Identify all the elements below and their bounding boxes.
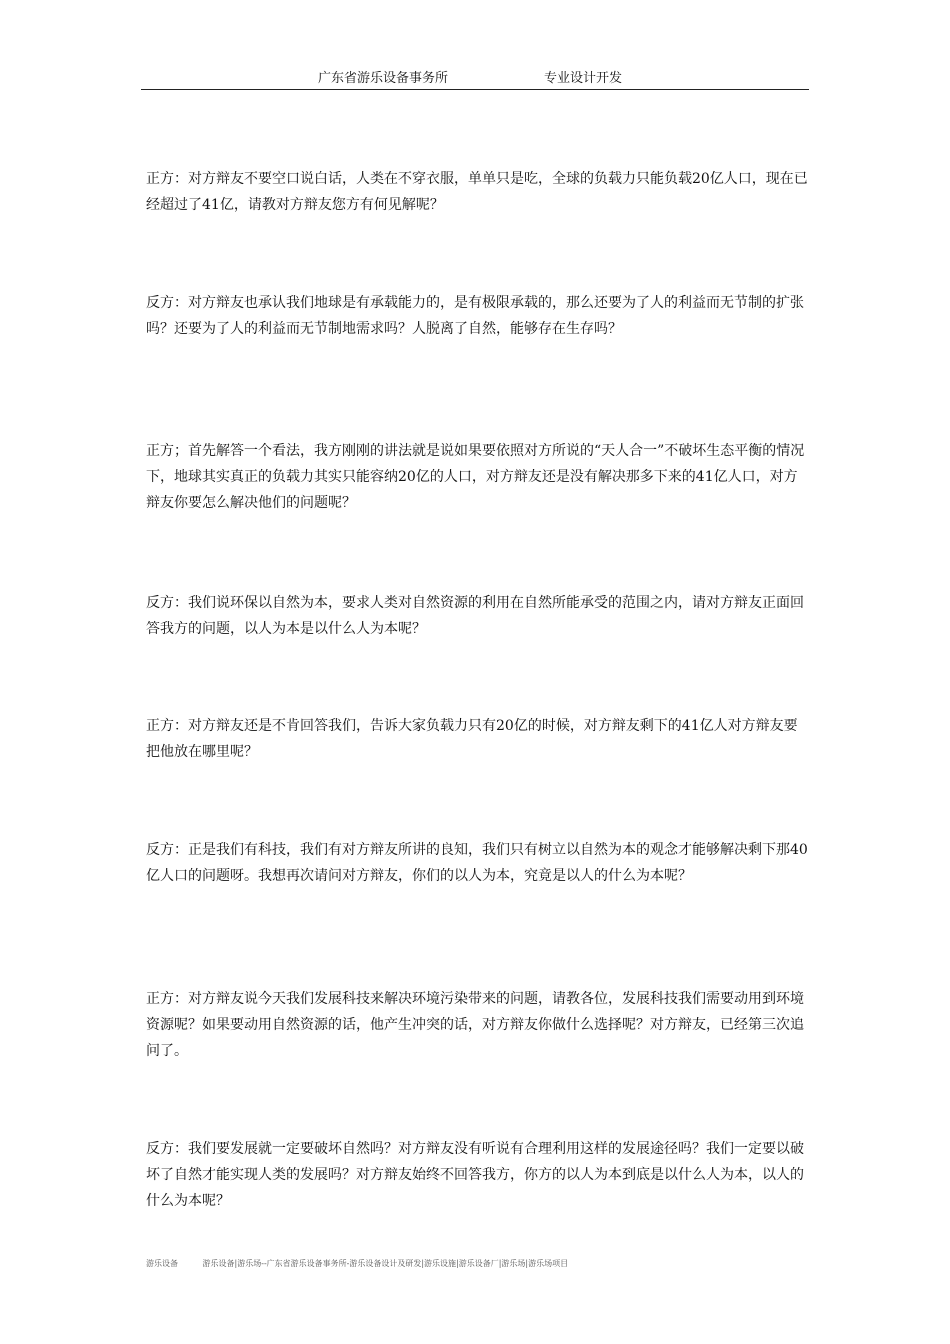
page-footer [146, 1258, 810, 1270]
footer-links: 游乐设备|游乐场--广东省游乐设备事务所-游乐设备设计及研发|游乐设施|游乐设备厂|游乐场|游乐场项目 [202, 1259, 569, 1268]
debate-paragraph-3: 正方；首先解答一个看法，我方刚刚的讲法就是说如果要依照对方所说的“天人合一”不破坏生态平衡的情况下，地球其实真正的负载力其实只能容纳20亿的人口，对方辩友还是没有解决那多下来的41亿人口，对方辩友你要怎么解决他们的问题呢？ [146, 443, 805, 511]
debate-paragraph-4: 反方：我们说环保以自然为本，要求人类对自然资源的利用在自然所能承受的范围之内，请对方辩友正面回答我方的问题，以人为本是以什么人为本呢？ [146, 595, 804, 637]
debate-paragraph-8: 反方：我们要发展就一定要破坏自然吗？对方辩友没有听说有合理利用这样的发展途径吗？我们一定要以破坏了自然才能实现人类的发展吗？对方辩友始终不回答我方，你方的以人为本到底是以什么人为本，以人的什么为本呢？ [146, 1141, 804, 1209]
debate-paragraph-1: 正方：对方辩友不要空口说白话，人类在不穿衣服，单单只是吃，全球的负载力只能负载20亿人口，现在已经超过了41亿，请教对方辩友您方有何见解呢？ [146, 171, 808, 213]
page-header [141, 70, 809, 90]
header-organization: 广东省游乐设备事务所 [318, 71, 449, 86]
footer-brand: 游乐设备 [146, 1259, 178, 1268]
debate-paragraph-6: 反方：正是我们有科技，我们有对方辩友所讲的良知，我们只有树立以自然为本的观念才能够解决剩下那40亿人口的问题呀。我想再次请问对方辩友，你们的以人为本，究竟是以人的什么为本呢？ [146, 842, 808, 884]
debate-paragraph-2: 反方：对方辩友也承认我们地球是有承载能力的，是有极限承载的，那么还要为了人的利益而无节制的扩张吗？还要为了人的利益而无节制地需求吗？人脱离了自然，能够存在生存吗？ [146, 295, 804, 337]
debate-paragraph-5: 正方：对方辩友还是不肯回答我们，告诉大家负载力只有20亿的时候，对方辩友剩下的41亿人对方辩友要把他放在哪里呢？ [146, 718, 798, 760]
debate-paragraph-7: 正方：对方辩友说今天我们发展科技来解决环境污染带来的问题，请教各位，发展科技我们需要动用到环境资源呢？如果要动用自然资源的话，他产生冲突的话，对方辩友你做什么选择呢？对方辩友，已经第三次追问了。 [146, 991, 804, 1059]
header-slogan: 专业设计开发 [544, 71, 623, 86]
